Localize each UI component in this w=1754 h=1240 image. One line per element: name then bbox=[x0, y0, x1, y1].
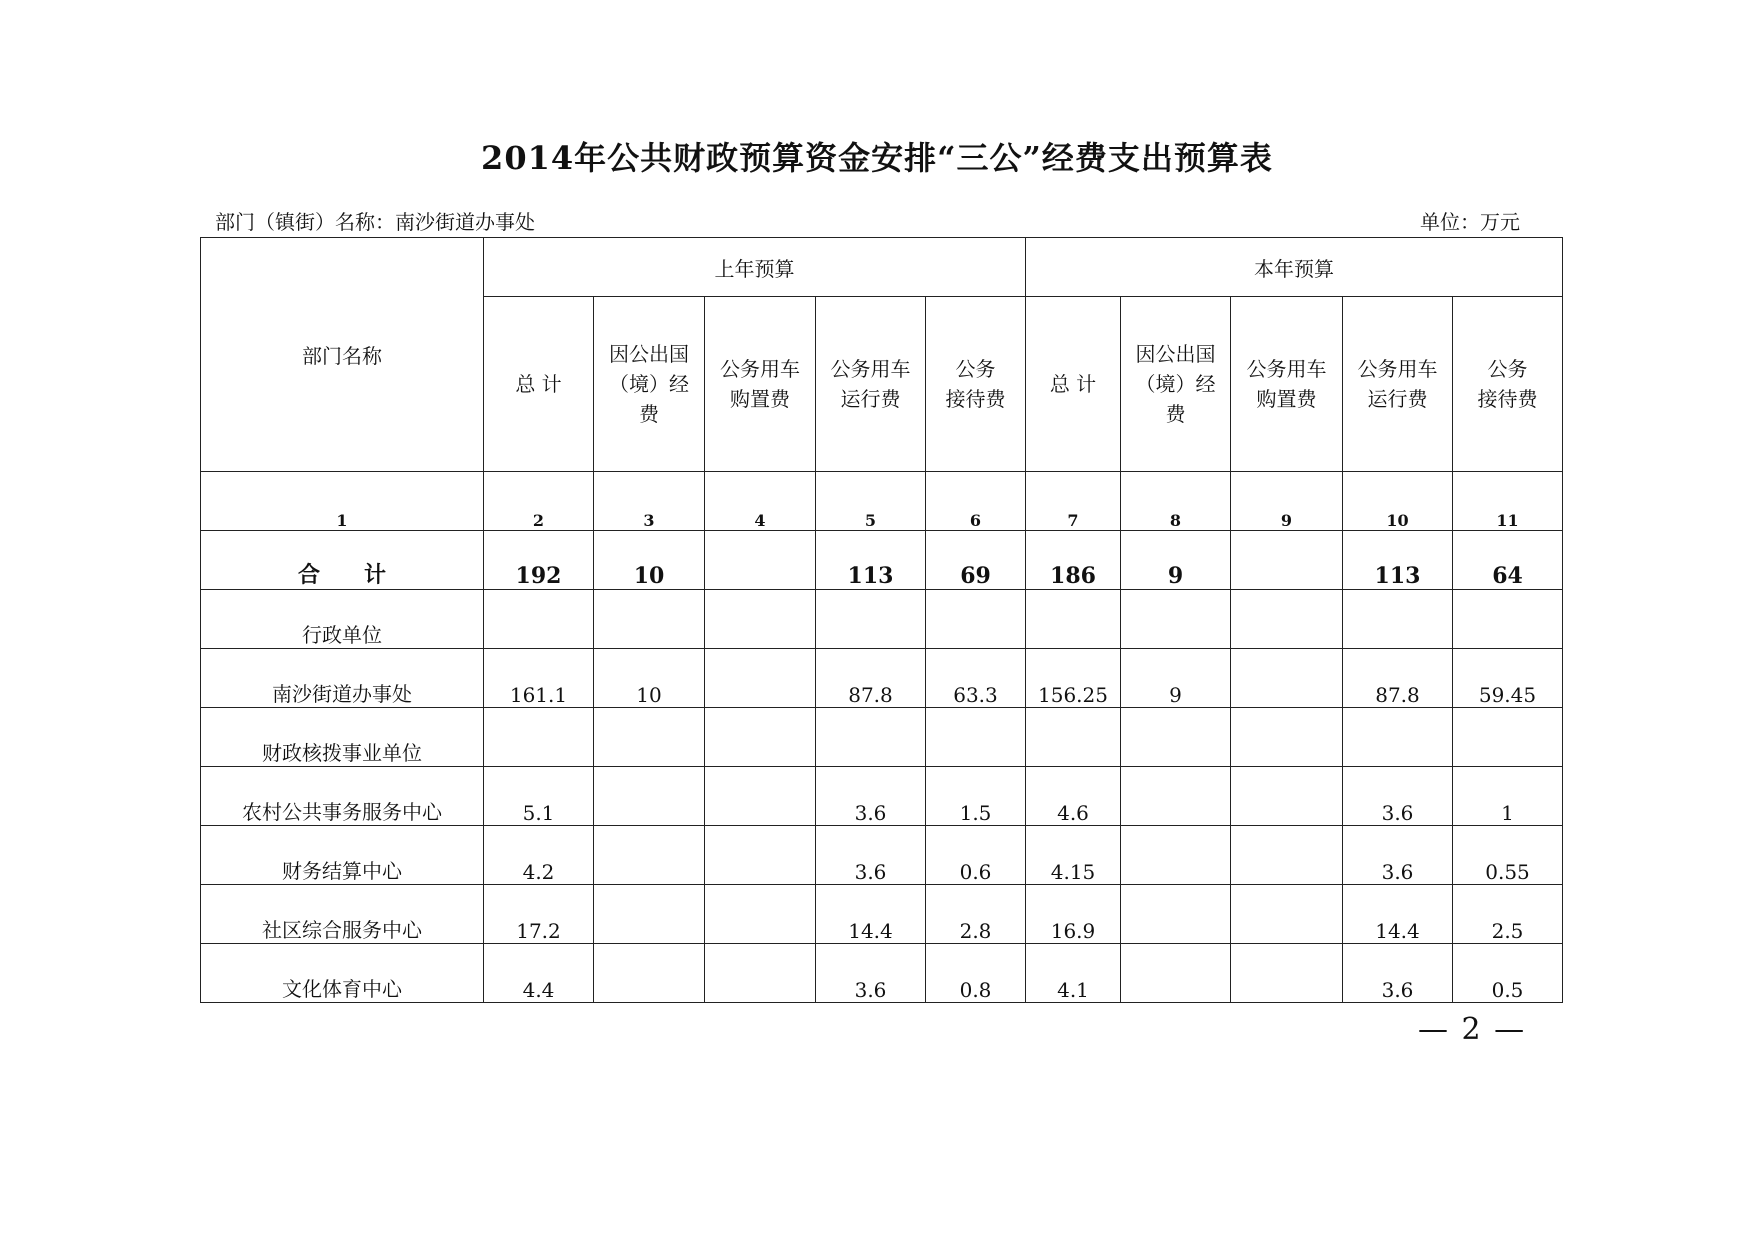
row-dept-name: 财政核拨事业单位 bbox=[201, 708, 484, 767]
col-header-total-curr: 总 计 bbox=[1026, 297, 1121, 472]
table-cell: 5.1 bbox=[484, 767, 594, 826]
row-dept-name: 合 计 bbox=[201, 531, 484, 590]
table-row bbox=[201, 944, 1563, 1003]
table-cell bbox=[1231, 531, 1343, 590]
column-number-row bbox=[201, 472, 1563, 531]
row-dept-name: 行政单位 bbox=[201, 590, 484, 649]
table-cell bbox=[1231, 826, 1343, 885]
table-cell: 4.6 bbox=[1026, 767, 1121, 826]
table-row bbox=[201, 708, 1563, 767]
table-cell: 16.9 bbox=[1026, 885, 1121, 944]
department-label: 部门（镇街）名称：南沙街道办事处 bbox=[215, 210, 535, 234]
total-row bbox=[201, 531, 1563, 590]
table-cell bbox=[1026, 590, 1121, 649]
table-cell: 0.6 bbox=[926, 826, 1026, 885]
col-header-total-prev: 总 计 bbox=[484, 297, 594, 472]
table-cell: 14.4 bbox=[1343, 885, 1453, 944]
unit-label: 单位：万元 bbox=[1420, 210, 1520, 234]
budget-table bbox=[200, 237, 1563, 1003]
table-cell: 1 bbox=[1453, 767, 1563, 826]
table-cell bbox=[1231, 590, 1343, 649]
table-cell bbox=[926, 708, 1026, 767]
table-row bbox=[201, 767, 1563, 826]
table-cell: 3.6 bbox=[1343, 944, 1453, 1003]
col-header-reception-prev: 公务 接待费 bbox=[926, 297, 1026, 472]
table-cell bbox=[705, 767, 816, 826]
table-cell: 113 bbox=[1343, 531, 1453, 590]
table-cell: 3.6 bbox=[816, 826, 926, 885]
col-number: 11 bbox=[1453, 472, 1563, 531]
table-cell: 3.6 bbox=[1343, 826, 1453, 885]
table-cell bbox=[1121, 767, 1231, 826]
group-header-curr-year: 本年预算 bbox=[1026, 238, 1563, 297]
table-cell bbox=[1231, 885, 1343, 944]
table-cell: 4.15 bbox=[1026, 826, 1121, 885]
col-number: 3 bbox=[594, 472, 705, 531]
col-header-purchase-curr: 公务用车 购置费 bbox=[1231, 297, 1343, 472]
table-row bbox=[201, 649, 1563, 708]
table-row bbox=[201, 826, 1563, 885]
table-cell: 9 bbox=[1121, 649, 1231, 708]
table-cell: 156.25 bbox=[1026, 649, 1121, 708]
col-header-operation-curr: 公务用车 运行费 bbox=[1343, 297, 1453, 472]
table-cell bbox=[1231, 767, 1343, 826]
col-number: 4 bbox=[705, 472, 816, 531]
table-row bbox=[201, 590, 1563, 649]
table-row bbox=[201, 885, 1563, 944]
table-cell bbox=[484, 708, 594, 767]
col-header-purchase-prev: 公务用车 购置费 bbox=[705, 297, 816, 472]
col-header-abroad-prev: 因公出国 （境）经 费 bbox=[594, 297, 705, 472]
table-cell bbox=[594, 885, 705, 944]
table-cell bbox=[1121, 708, 1231, 767]
table-cell: 4.1 bbox=[1026, 944, 1121, 1003]
table-cell: 161.1 bbox=[484, 649, 594, 708]
table-cell: 2.8 bbox=[926, 885, 1026, 944]
table-cell bbox=[594, 944, 705, 1003]
table-cell: 1.5 bbox=[926, 767, 1026, 826]
table-cell: 4.4 bbox=[484, 944, 594, 1003]
table-cell bbox=[1121, 944, 1231, 1003]
table-cell: 3.6 bbox=[816, 944, 926, 1003]
table-cell: 3.6 bbox=[1343, 767, 1453, 826]
table-cell: 10 bbox=[594, 531, 705, 590]
table-cell bbox=[705, 590, 816, 649]
table-cell bbox=[705, 944, 816, 1003]
table-cell: 69 bbox=[926, 531, 1026, 590]
col-number: 1 bbox=[201, 472, 484, 531]
table-cell bbox=[1121, 885, 1231, 944]
page-number: — 2 — bbox=[1418, 1012, 1527, 1047]
table-cell bbox=[1453, 708, 1563, 767]
table-cell: 192 bbox=[484, 531, 594, 590]
row-dept-name: 社区综合服务中心 bbox=[201, 885, 484, 944]
table-cell bbox=[1343, 590, 1453, 649]
col-number: 10 bbox=[1343, 472, 1453, 531]
table-cell bbox=[1026, 708, 1121, 767]
table-cell: 10 bbox=[594, 649, 705, 708]
table-cell bbox=[1231, 649, 1343, 708]
table-cell bbox=[1453, 590, 1563, 649]
col-header-abroad-curr: 因公出国 （境）经 费 bbox=[1121, 297, 1231, 472]
row-dept-name: 农村公共事务服务中心 bbox=[201, 767, 484, 826]
table-cell: 186 bbox=[1026, 531, 1121, 590]
row-dept-name: 南沙街道办事处 bbox=[201, 649, 484, 708]
col-number: 7 bbox=[1026, 472, 1121, 531]
table-cell: 2.5 bbox=[1453, 885, 1563, 944]
table-cell bbox=[594, 590, 705, 649]
table-cell: 63.3 bbox=[926, 649, 1026, 708]
table-cell bbox=[1231, 944, 1343, 1003]
col-header-reception-curr: 公务 接待费 bbox=[1453, 297, 1563, 472]
table-cell bbox=[1121, 826, 1231, 885]
row-dept-name: 财务结算中心 bbox=[201, 826, 484, 885]
row-dept-name: 文化体育中心 bbox=[201, 944, 484, 1003]
table-cell: 3.6 bbox=[816, 767, 926, 826]
dept-name-header: 部门名称 bbox=[201, 238, 484, 472]
table-cell bbox=[705, 649, 816, 708]
table-cell bbox=[705, 826, 816, 885]
table-cell bbox=[594, 708, 705, 767]
table-cell bbox=[594, 767, 705, 826]
table-cell bbox=[816, 590, 926, 649]
table-cell: 0.5 bbox=[1453, 944, 1563, 1003]
table-cell bbox=[484, 590, 594, 649]
table-cell: 59.45 bbox=[1453, 649, 1563, 708]
page-title: 2014年公共财政预算资金安排“三公”经费支出预算表 bbox=[481, 139, 1273, 177]
table-cell bbox=[816, 708, 926, 767]
table-cell bbox=[1231, 708, 1343, 767]
table-cell bbox=[1343, 708, 1453, 767]
group-header-prev-year: 上年预算 bbox=[484, 238, 1026, 297]
table-cell: 4.2 bbox=[484, 826, 594, 885]
table-cell bbox=[926, 590, 1026, 649]
col-number: 8 bbox=[1121, 472, 1231, 531]
col-number: 9 bbox=[1231, 472, 1343, 531]
col-number: 2 bbox=[484, 472, 594, 531]
table-cell: 113 bbox=[816, 531, 926, 590]
col-header-operation-prev: 公务用车 运行费 bbox=[816, 297, 926, 472]
table-cell: 0.8 bbox=[926, 944, 1026, 1003]
table-cell: 64 bbox=[1453, 531, 1563, 590]
table-cell bbox=[705, 708, 816, 767]
table-cell: 87.8 bbox=[816, 649, 926, 708]
table-cell bbox=[1121, 590, 1231, 649]
table-cell bbox=[705, 531, 816, 590]
table-cell: 9 bbox=[1121, 531, 1231, 590]
table-cell: 17.2 bbox=[484, 885, 594, 944]
table-cell: 14.4 bbox=[816, 885, 926, 944]
table-cell: 87.8 bbox=[1343, 649, 1453, 708]
table-cell bbox=[705, 885, 816, 944]
col-number: 5 bbox=[816, 472, 926, 531]
table-cell: 0.55 bbox=[1453, 826, 1563, 885]
table-cell bbox=[594, 826, 705, 885]
col-number: 6 bbox=[926, 472, 1026, 531]
